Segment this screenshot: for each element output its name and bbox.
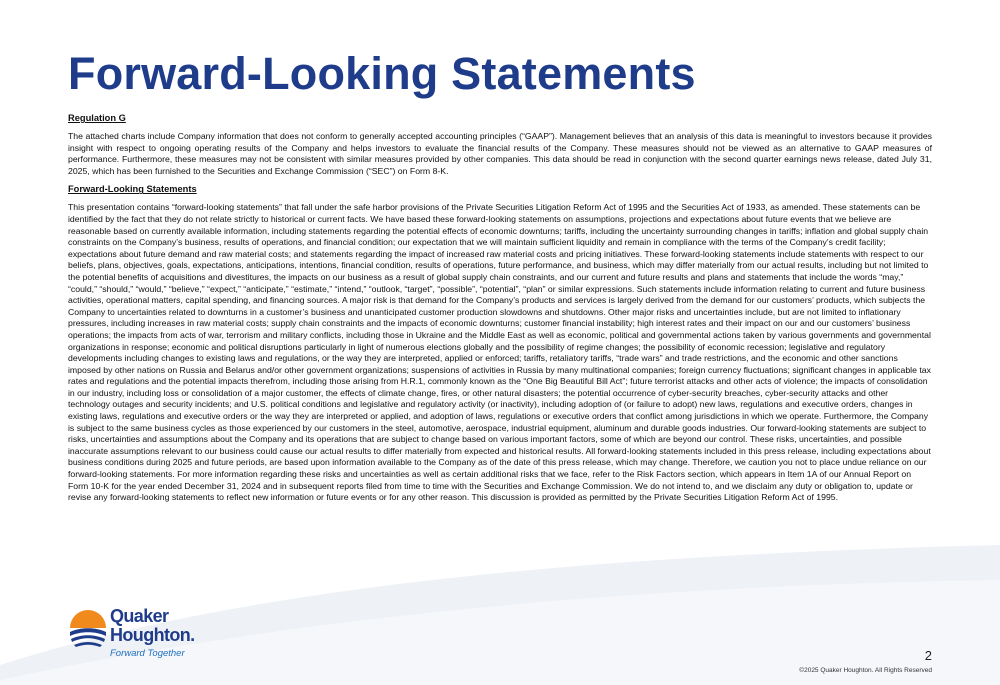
company-logo [68, 606, 198, 666]
logo-tagline: Forward Together [110, 648, 185, 659]
section-forward-looking [68, 183, 932, 503]
logo-wordmark-line2: Houghton. [110, 625, 195, 645]
copyright-notice: ©2025 Quaker Houghton. All Rights Reserved [799, 667, 932, 674]
section-paragraph: This presentation contains “forward-looking statements” that fall under the safe harbor provisions of the Private Securities Litigation Reform Act of 1995 and the Securities Act of 1933, as amended. These statements can be identified by the fact that they do not relate strictly to historical or current facts. We have based these forward-looking statements on assumptions, projections and expectations about future events that we believe are reasonable based on currently available information, including statements regarding the potential effects of economic downturns; tariffs, including the uncertainty surrounding changes in tariffs; inflation and global supply chain constraints on the Company’s business, results of operations, and financial condition; our expectation that we will maintain sufficient liquidity and remain in compliance with the terms of the Company’s credit facility; expectations about future demand and raw material costs; and statements regarding the impact of increased raw material costs and pricing initiatives. These forward-looking statements include statements with respect to our beliefs, plans, objectives, goals, expectations, anticipations, intentions, financial condition, results of operations, future performance, and business, which may differ materially from our actual results, including but not limited to the potential benefits of acquisitions and divestitures, the impacts on our business as a result of global supply chain constraints, and our current and future results and plans and statements that include the words “may,” “could,” “should,” “would,” “believe,” “expect,” “anticipate,” “estimate,” “intend,” “outlook, “target”, “possible”, “potential”, “plan” or similar expressions. Such statements include information relating to current and future business activities, operational matters, capital spending, and financing sources. A major risk is that demand for the Company’s products and services is largely derived from the demand for our customers’ products, which subjects the Company to uncertainties related to downturns in a customer’s business and unanticipated customer production slowdowns and shutdowns. Other major risks and uncertainties include, but are not limited to inflationary pressures, including increases in raw material costs; supply chain constraints and the impacts of economic downturns; customer financial instability; high interest rates and their impact on our and our customers’ business operations; the impacts from acts of war, terrorism and military conflicts, including those in Ukraine and the Middle East as well as economic, political and governmental actions taken by various governments and governmental organizations in response; economic and political disruptions particularly in light of numerous elections globally and the possibility of regime changes; the possibility of economic recession; legislative and regulatory developments including changes to existing laws and regulations, or the way they are interpreted, applied or enforced; tariffs, retaliatory tariffs, “trade wars” and trade restrictions, and the economic and other sanctions imposed by other nations on Russia and Belarus and/or other government organizations; suspensions of activities in Russia by many multinational companies; foreign currency fluctuations; significant changes in applicable tax rates and regulations and the potential impacts therefrom, including those arising from H.R.1, commonly known as the “One Big Beautiful Bill Act”; future terrorist attacks and other acts of violence; the impacts of consolidation in our industry, including loss or consolidation of a major customer, the effects of climate change, fires, or other natural disasters; the potential occurrence of cyber-security breaches, cyber-security attacks and other technology outages and security incidents; and U.S. political conditions and legislative and regulatory activity (or inactivity), including adoption of (or failure to adopt) new laws, regulations and executive orders, changes in existing laws, regulations and executive orders or the way they are interpreted or applied, and adoption of laws, regulations or executive orders that conflict among jurisdictions in which we operate. Furthermore, the Company is subject to the same business cycles as those experienced by our customers in the steel, automotive, aerospace, industrial equipment, aluminum and durable goods industries. Our forward-looking statements are subject to risks, uncertainties and assumptions about the Company and its operations that are subject to change based on various important factors, some of which are beyond our control. These risks, uncertainties, and possible inaccurate assumptions relevant to our business could cause our actual results to differ materially from expected and historical results. All forward-looking statements included in this press release, including expectations about business conditions during 2025 and future periods, are based upon information available to the Company as of the date of this press release, which may change. Therefore, we caution you not to place undue reliance on our forward-looking statements. For more information regarding these risks and uncertainties as well as certain additional risks that we face, refer to the Risk Factors section, which appears in Item 1A of our Annual Report on Form 10-K for the year ended December 31, 2024 and in subsequent reports filed from time to time with the Securities and Exchange Commission. We do not intend to, and we disclaim any duty or obligation to, update or revise any forward-looking statements to reflect new information or future events or for any other reason. This discussion is provided as permitted by the Private Securities Litigation Reform Act of 1995. [68, 202, 931, 503]
section-paragraph: The attached charts include Company information that does not conform to generally accepted accounting principles (“GAAP”). Management believes that an analysis of this data is meaningful to investors because it provides insight with respect to ongoing operating results of the Company and helps investors to evaluate the financial results of the Company. These measures should not be viewed as an alternative to GAAP measures of performance. Furthermore, these measures may not be consistent with similar measures provided by other companies. This data should be read in conjunction with the second quarter earnings news release, dated July 31, 2025, which has been furnished to the Securities and Exchange Commission (“SEC”) on Form 8-K. [68, 131, 932, 176]
logo-mark-icon [68, 608, 108, 650]
section-regulation-g [68, 112, 932, 177]
logo-wordmark-line1: Quaker [110, 606, 169, 626]
section-heading: Forward-Looking Statements [68, 184, 197, 195]
section-heading: Regulation G [68, 113, 126, 123]
page-title: Forward-Looking Statements [68, 48, 696, 99]
page-number: 2 [924, 648, 932, 663]
content-body [68, 112, 932, 510]
